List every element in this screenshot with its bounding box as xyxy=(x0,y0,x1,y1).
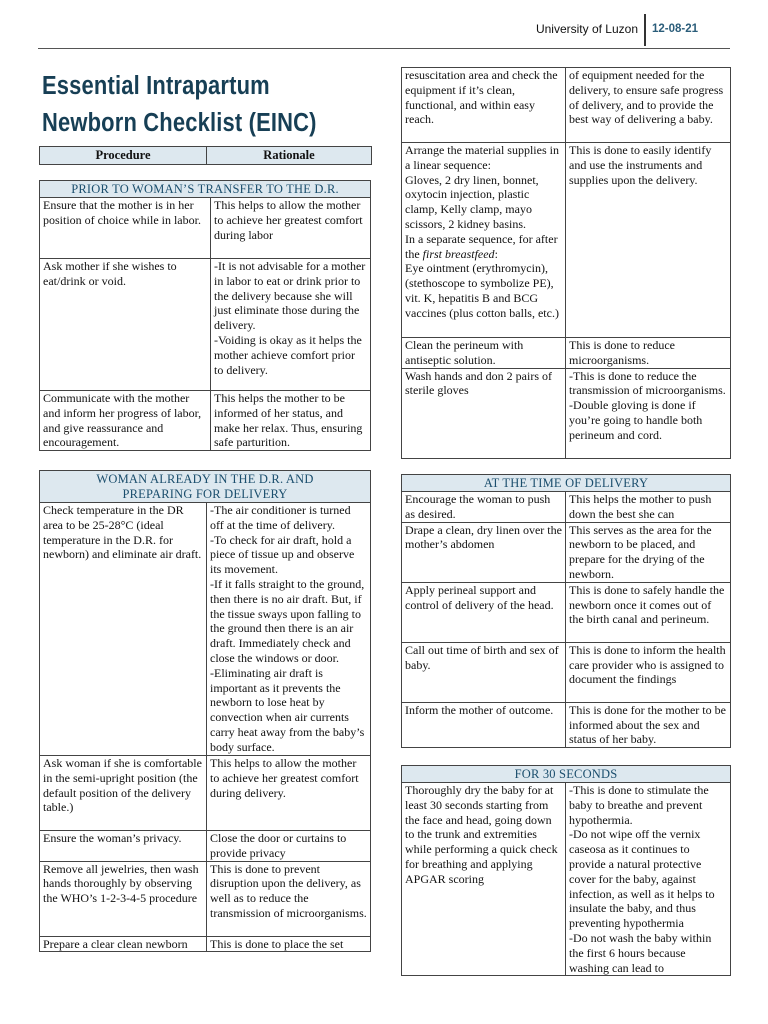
section-in-dr xyxy=(39,470,371,952)
rationale-cell: This is done to place the set xyxy=(207,936,371,952)
rationale-line: -It is not advisable for a mother in labor to eat or drink prior to the delivery because she will just eliminate those during the delivery. -Voiding is okay as it helps the mother achieve comfort prior to delivery. xyxy=(214,259,366,377)
section-title: PRIOR TO WOMAN’S TRANSFER TO THE D.R. xyxy=(40,181,371,198)
column-header xyxy=(39,146,372,165)
rationale-cell: Close the door or curtains to provide privacy xyxy=(207,831,371,862)
rationale-cell: This serves as the area for the newborn to be placed, and prepare for the drying of the newborn. xyxy=(566,522,731,582)
procedure-cell: Thoroughly dry the baby for at least 30 seconds starting from the face and head, going down to the trunk and extremities while performing a quick check for breathing and applying APGAR scoring xyxy=(402,783,566,976)
rationale-cell xyxy=(566,368,731,458)
header-rule xyxy=(38,48,730,49)
rationale-cell: of equipment needed for the delivery, to ensure safe progress of delivery, and to provide the best way of delivering a baby. xyxy=(566,68,731,143)
section-title: WOMAN ALREADY IN THE D.R. AND PREPARING FOR DELIVERY xyxy=(40,471,371,503)
procedure-cell: Ask woman if she is comfortable in the semi-upright position (the default position of the delivery table.) xyxy=(40,756,207,831)
procedure-cell: Apply perineal support and control of delivery of the head. xyxy=(402,582,566,642)
rationale-cell xyxy=(207,503,371,756)
section-prior-transfer xyxy=(39,180,371,451)
rationale-cell: This is done to inform the health care provider who is assigned to document the findings xyxy=(566,642,731,702)
rationale-line: -This is done to reduce the transmission of microorganisms. -Double gloving is done if you’re going to handle both perineum and cord. xyxy=(569,368,726,442)
rationale-cell: This is done for the mother to be informed about the sex and status of her baby. xyxy=(566,702,731,747)
procedure-cell: Communicate with the mother and inform her progress of labor, and give reassurance and encouragement. xyxy=(40,391,211,451)
rationale-cell: This helps to allow the mother to achieve her greatest comfort during labor xyxy=(211,198,371,259)
header-separator xyxy=(644,14,646,46)
title-line-1: Essential Intrapartum xyxy=(42,72,270,100)
document-date: 12-08-21 xyxy=(652,23,699,35)
procedure-cell xyxy=(402,143,566,338)
procedure-cell: Call out time of birth and sex of baby. xyxy=(402,642,566,702)
procedure-cell: Remove all jewelries, then wash hands thoroughly by observing the WHO’s 1-2-3-4-5 procedure xyxy=(40,861,207,936)
rationale-line: -This is done to stimulate the baby to breathe and prevent hypothermia. -Do not wipe off the vernix caseosa as it continues to provide a natural protective cover for the baby, against infection, as well as it helps to insulate the baby, and thus preventing hypothermia -Do not wash the baby within the first 6 hours because washing can lead to xyxy=(569,783,715,975)
rationale-line: -The air conditioner is turned off at the time of delivery. -To check for air draft, hold a piece of tissue up and observe its movement. -If it falls straight to the ground, then there is no air draft. But, if the tissue sways upon falling to the ground then there is an air draft. Immediately check and close the windows or door. -Eliminating air draft is important as it prevents the newborn to lose heat by convection when air currents carry heat away from the baby’s body surface. xyxy=(210,503,365,754)
procedure-emphasis: first breastfeed xyxy=(422,246,495,261)
section-continued xyxy=(401,67,731,459)
rationale-cell xyxy=(211,259,371,391)
column-procedure: Procedure xyxy=(40,147,207,164)
procedure-cell: Check temperature in the DR area to be 25-28°C (ideal temperature in the D.R. for newborn) and eliminate air draft. xyxy=(40,503,207,756)
rationale-cell xyxy=(566,783,731,976)
column-rationale: Rationale xyxy=(263,148,315,162)
title-line-2: Newborn Checklist (EINC) xyxy=(42,109,317,137)
procedure-cell: Wash hands and don 2 pairs of sterile gloves xyxy=(402,368,566,458)
procedure-cell: Inform the mother of outcome. xyxy=(402,702,566,747)
procedure-cell: Clean the perineum with antiseptic solution. xyxy=(402,338,566,369)
section-title: AT THE TIME OF DELIVERY xyxy=(402,475,731,492)
procedure-text: Arrange the material supplies in a linear sequence: Gloves, 2 dry linen, bonnet, oxytocin injection, plastic clamp, Kelly clamp, mayo scissors, 2 kidney basins. In a separate sequence, for after the xyxy=(405,143,559,261)
rationale-cell: This is done to easily identify and use the instruments and supplies upon the delivery. xyxy=(566,143,731,338)
rationale-cell: This is done to reduce microorganisms. xyxy=(566,338,731,369)
rationale-cell: This helps the mother to be informed of her status, and make her relax. Thus, ensuring safe parturition. xyxy=(211,391,371,451)
rationale-cell: This is done to prevent disruption upon the delivery, as well as to reduce the transmission of microorganisms. xyxy=(207,861,371,936)
procedure-cell: resuscitation area and check the equipment if it’s clean, functional, and within easy reach. xyxy=(402,68,566,143)
rationale-cell: This is done to safely handle the newborn once it comes out of the birth canal and perineum. xyxy=(566,582,731,642)
procedure-cell: Prepare a clear clean newborn xyxy=(40,936,207,952)
procedure-cell: Encourage the woman to push as desired. xyxy=(402,492,566,523)
section-time-of-delivery xyxy=(401,474,731,748)
procedure-cell: Ensure the woman’s privacy. xyxy=(40,831,207,862)
procedure-cell: Drape a clean, dry linen over the mother’s abdomen xyxy=(402,522,566,582)
section-title: FOR 30 SECONDS xyxy=(402,766,731,783)
rationale-cell: This helps the mother to push down the best she can xyxy=(566,492,731,523)
section-30-seconds xyxy=(401,765,731,976)
procedure-cell: Ensure that the mother is in her position of choice while in labor. xyxy=(40,198,211,259)
procedure-cell: Ask mother if she wishes to eat/drink or void. xyxy=(40,259,211,391)
document-title xyxy=(42,68,317,142)
rationale-cell: This helps to allow the mother to achieve her greatest comfort during delivery. xyxy=(207,756,371,831)
university-name: University of Luzon xyxy=(535,22,638,36)
procedure-text: : Eye ointment (erythromycin), (stethoscope to symbolize PE), vit. K, hepatitis B and BCG vaccines (plus cotton balls, etc.) xyxy=(405,246,559,320)
